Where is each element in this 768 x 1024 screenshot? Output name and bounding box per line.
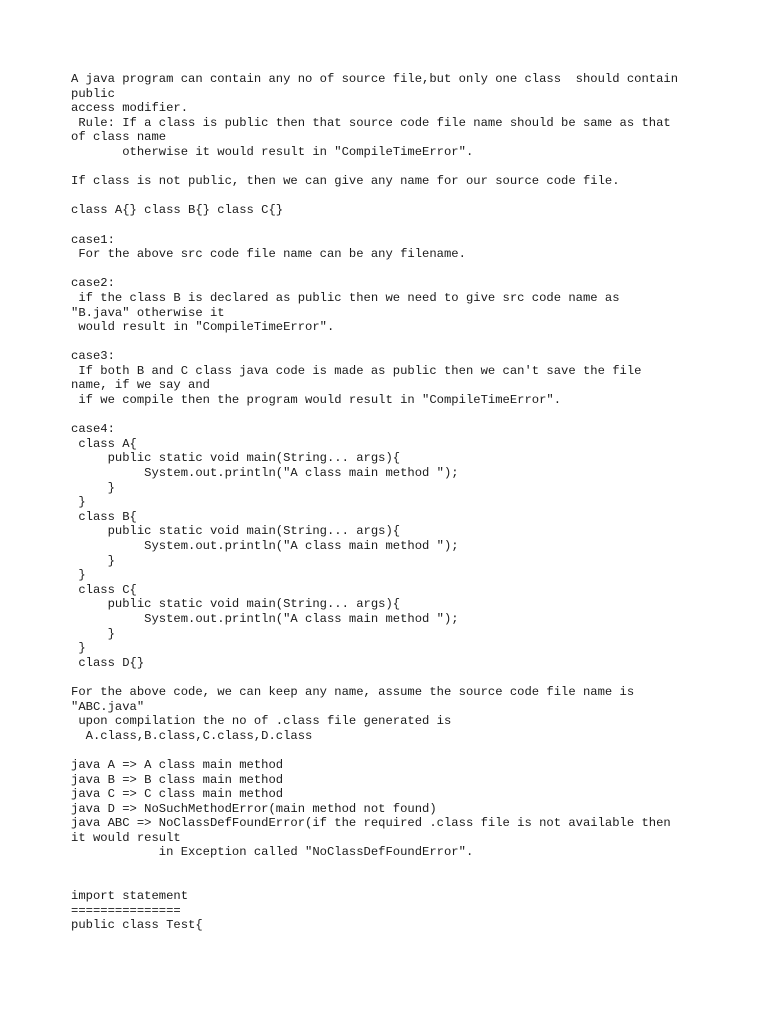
- document-line: it would result: [71, 830, 181, 845]
- document-line: java C => C class main method: [71, 787, 284, 802]
- document-line: otherwise it would result in "CompileTimeError".: [71, 144, 474, 159]
- document-line: java B => B class main method: [71, 772, 284, 787]
- document-line: java A => A class main method: [71, 757, 284, 772]
- document-line: class D{}: [71, 655, 145, 670]
- document-line: case2:: [71, 276, 115, 291]
- document-line: public: [71, 86, 115, 101]
- document-line: A.class,B.class,C.class,D.class: [71, 728, 313, 743]
- document-line: If both B and C class java code is made as public then we can't save the file: [71, 363, 642, 378]
- document-line: }: [71, 626, 115, 641]
- document-line: A java program can contain any no of source file,but only one class should contain: [71, 72, 679, 86]
- document-line: System.out.println("A class main method ");: [71, 539, 459, 553]
- document-line: System.out.println("A class main method ");: [71, 611, 459, 626]
- document-line: }: [71, 495, 86, 510]
- document-line: if we compile then the program would result in "CompileTimeError".: [71, 393, 562, 408]
- document-line: java D => NoSuchMethodError(main method not found): [71, 801, 437, 816]
- document-line: if the class B is declared as public then we need to give src code name as: [71, 290, 620, 305]
- document-line: class B{: [71, 509, 137, 524]
- document-line: class A{: [71, 436, 137, 451]
- document-line: For the above src code file name can be any filename.: [71, 247, 466, 262]
- document-line: access modifier.: [71, 101, 189, 116]
- document-line: import statement: [71, 889, 189, 904]
- document-line: public class Test{: [71, 918, 203, 933]
- document-line: case3:: [71, 349, 115, 364]
- document-line: in Exception called "NoClassDefFoundError".: [71, 845, 474, 860]
- document-line: For the above code, we can keep any name, assume the source code file name is: [71, 684, 635, 699]
- document-line: public static void main(String... args){: [71, 451, 401, 466]
- document-line: System.out.println("A class main method ");: [71, 466, 459, 481]
- document-line: Rule: If a class is public then that source code file name should be same as that: [71, 115, 671, 130]
- document-line: }: [71, 553, 115, 568]
- document-line: name, if we say and: [71, 378, 210, 393]
- document-line: of class name: [71, 130, 167, 145]
- document-line: ===============: [71, 903, 181, 918]
- document-body-text: [71, 72, 711, 933]
- document-line: java ABC => NoClassDefFoundError(if the required .class file is not available then: [71, 816, 671, 831]
- document-line: public static void main(String... args){: [71, 524, 401, 539]
- document-line: case1:: [71, 232, 115, 247]
- document-line: "ABC.java": [71, 699, 145, 714]
- document-line: would result in "CompileTimeError".: [71, 320, 335, 335]
- document-line: }: [71, 641, 86, 656]
- document-line: "B.java" otherwise it: [71, 305, 225, 320]
- document-line: }: [71, 568, 86, 583]
- document-line: case4:: [71, 422, 115, 437]
- document-line: upon compilation the no of .class file generated is: [71, 714, 452, 729]
- document-line: }: [71, 480, 115, 495]
- document-line: class A{} class B{} class C{}: [71, 203, 284, 218]
- document-line: class C{: [71, 582, 137, 597]
- document-line: public static void main(String... args){: [71, 597, 401, 612]
- document-line: If class is not public, then we can give any name for our source code file.: [71, 174, 620, 189]
